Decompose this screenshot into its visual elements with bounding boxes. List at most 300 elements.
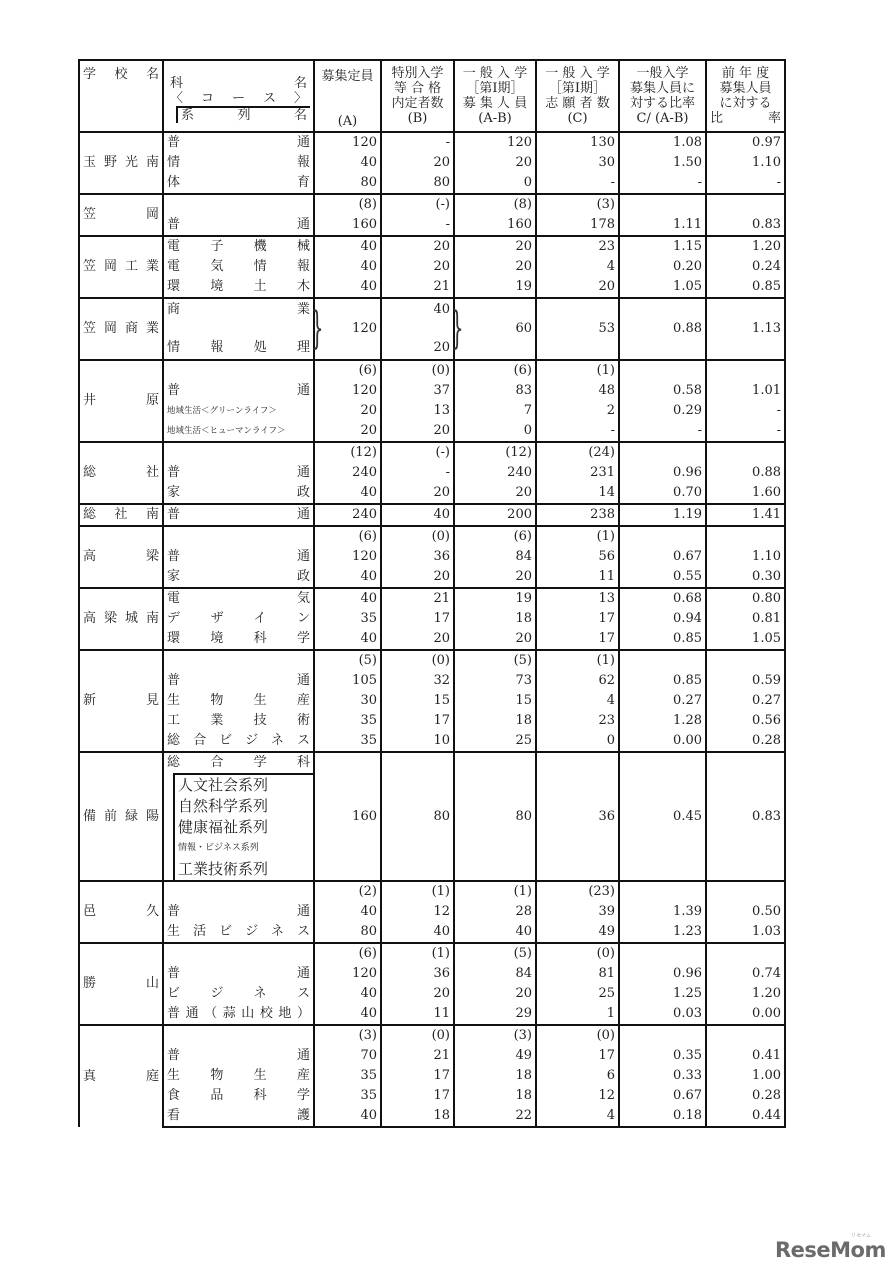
capacity-cell: 40 bbox=[314, 588, 381, 609]
capacity-cell: 160 bbox=[314, 215, 381, 236]
capacity-cell: (6) bbox=[314, 943, 381, 964]
prev-ratio-cell: 1.20 bbox=[706, 236, 785, 257]
prev-ratio-cell: 0.50 bbox=[706, 902, 785, 922]
table-row bbox=[79, 881, 785, 902]
ratio-cell: 0.67 bbox=[619, 1086, 706, 1106]
ratio-cell: 0.94 bbox=[619, 609, 706, 629]
ratio-cell bbox=[619, 1025, 706, 1046]
capacity-cell: 35 bbox=[314, 731, 381, 752]
special-cell: 40 bbox=[381, 922, 454, 943]
general-quota-cell: } 60 bbox=[454, 298, 536, 360]
general-quota-cell: (8) bbox=[454, 194, 536, 215]
table-row bbox=[79, 691, 785, 711]
table-row bbox=[79, 463, 785, 483]
applicants-cell: (1) bbox=[536, 526, 619, 547]
general-quota-cell: 20 bbox=[454, 567, 536, 588]
applicants-cell: 20 bbox=[536, 277, 619, 298]
special-cell: (-) bbox=[381, 442, 454, 463]
ratio-cell bbox=[619, 650, 706, 671]
header-school: 学 校 名 bbox=[79, 60, 163, 132]
course-cell: 生物生産 bbox=[163, 1066, 314, 1086]
course-cell: 体育 bbox=[163, 173, 314, 194]
prev-ratio-cell bbox=[706, 360, 785, 381]
general-quota-cell: 18 bbox=[454, 1086, 536, 1106]
watermark-subtext: リセマム bbox=[851, 1233, 871, 1239]
prev-ratio-cell: 1.10 bbox=[706, 153, 785, 173]
capacity-cell: 40 bbox=[314, 567, 381, 588]
general-quota-cell: 15 bbox=[454, 691, 536, 711]
course-cell: 家政 bbox=[163, 567, 314, 588]
capacity-cell: 20 bbox=[314, 421, 381, 442]
applicants-cell: 49 bbox=[536, 922, 619, 943]
prev-ratio-cell: 0.83 bbox=[706, 752, 785, 881]
special-cell: 20 bbox=[381, 483, 454, 504]
table-row bbox=[79, 964, 785, 984]
general-quota-cell: 18 bbox=[454, 1066, 536, 1086]
applicants-cell: 1 bbox=[536, 1004, 619, 1025]
ratio-cell: 0.85 bbox=[619, 629, 706, 650]
special-cell: (0) bbox=[381, 360, 454, 381]
ratio-cell: 1.50 bbox=[619, 153, 706, 173]
table-row bbox=[79, 984, 785, 1004]
ratio-cell: 0.18 bbox=[619, 1106, 706, 1127]
prev-ratio-cell: 0.83 bbox=[706, 215, 785, 236]
general-quota-cell: 19 bbox=[454, 588, 536, 609]
course-cell: 普通 bbox=[163, 671, 314, 691]
capacity-cell: 40 bbox=[314, 629, 381, 650]
header-keiretsu-box: 系 列 名 bbox=[176, 106, 310, 123]
course-cell: 普通 bbox=[163, 964, 314, 984]
ratio-cell: 0.00 bbox=[619, 731, 706, 752]
applicants-cell: 4 bbox=[536, 1106, 619, 1127]
table-row bbox=[79, 483, 785, 504]
capacity-cell: 40 bbox=[314, 153, 381, 173]
applicants-cell: 11 bbox=[536, 567, 619, 588]
ratio-cell: 0.35 bbox=[619, 1046, 706, 1066]
prev-ratio-cell: - bbox=[706, 421, 785, 442]
special-cell: 40 bbox=[381, 504, 454, 526]
header-capacity: 募集定員 (A) bbox=[314, 60, 381, 132]
course-cell: 環境土木 bbox=[163, 277, 314, 298]
special-cell: 21 bbox=[381, 277, 454, 298]
table-header bbox=[79, 60, 785, 132]
table-row bbox=[79, 752, 785, 881]
prev-ratio-cell bbox=[706, 194, 785, 215]
applicants-cell: 53 bbox=[536, 298, 619, 360]
ratio-cell: 0.96 bbox=[619, 964, 706, 984]
table-row bbox=[79, 711, 785, 731]
course-cell bbox=[163, 526, 314, 547]
course-cell: 電気 bbox=[163, 588, 314, 609]
capacity-cell: 80 bbox=[314, 173, 381, 194]
table-row bbox=[79, 943, 785, 964]
applicants-cell: (0) bbox=[536, 1025, 619, 1046]
capacity-cell: 20 bbox=[314, 401, 381, 421]
capacity-cell: 240 bbox=[314, 463, 381, 483]
capacity-cell: 160 bbox=[314, 752, 381, 881]
ratio-cell bbox=[619, 194, 706, 215]
general-quota-cell: 22 bbox=[454, 1106, 536, 1127]
capacity-cell: 35 bbox=[314, 711, 381, 731]
capacity-cell: 35 bbox=[314, 1066, 381, 1086]
ratio-cell bbox=[619, 881, 706, 902]
special-cell: 40 20 bbox=[381, 298, 454, 360]
course-cell: 普通 bbox=[163, 504, 314, 526]
general-quota-cell: (5) bbox=[454, 650, 536, 671]
ratio-cell: 0.67 bbox=[619, 547, 706, 567]
prev-ratio-cell: 0.85 bbox=[706, 277, 785, 298]
ratio-cell: 1.05 bbox=[619, 277, 706, 298]
general-quota-cell: 29 bbox=[454, 1004, 536, 1025]
table-row bbox=[79, 360, 785, 381]
header-general-quota: 一 般 入 学 ［第Ⅰ期］ 募 集 人 員 (A-B) bbox=[454, 60, 536, 132]
special-cell: 17 bbox=[381, 1066, 454, 1086]
table-row bbox=[79, 215, 785, 236]
table-body bbox=[79, 132, 785, 1127]
special-cell: 32 bbox=[381, 671, 454, 691]
capacity-cell: (3) bbox=[314, 1025, 381, 1046]
table-row bbox=[79, 277, 785, 298]
capacity-cell: 120 bbox=[314, 964, 381, 984]
applicants-cell: 17 bbox=[536, 609, 619, 629]
prev-ratio-cell bbox=[706, 650, 785, 671]
school-name: 備前緑陽 bbox=[79, 752, 163, 881]
applicants-cell: 17 bbox=[536, 629, 619, 650]
ratio-cell: 0.85 bbox=[619, 671, 706, 691]
course-cell: 総合学科 人文社会系列 自然科学系列 健康福祉系列 情報・ビジネス系列 工業技術系列 bbox=[163, 752, 314, 881]
course-cell bbox=[163, 442, 314, 463]
ratio-cell bbox=[619, 526, 706, 547]
course-cell: 地域生活＜グリーンライフ＞ bbox=[163, 401, 314, 421]
prev-ratio-cell: - bbox=[706, 173, 785, 194]
general-quota-cell: 19 bbox=[454, 277, 536, 298]
table-row bbox=[79, 671, 785, 691]
special-cell: 20 bbox=[381, 629, 454, 650]
course-cell: 普通 bbox=[163, 215, 314, 236]
course-cell: 看護 bbox=[163, 1106, 314, 1127]
general-quota-cell: (6) bbox=[454, 526, 536, 547]
applicants-cell: 39 bbox=[536, 902, 619, 922]
special-cell: (-) bbox=[381, 194, 454, 215]
table-row bbox=[79, 153, 785, 173]
prev-ratio-cell: 0.56 bbox=[706, 711, 785, 731]
general-quota-cell: 28 bbox=[454, 902, 536, 922]
general-quota-cell: 25 bbox=[454, 731, 536, 752]
general-quota-cell: 20 bbox=[454, 984, 536, 1004]
school-name: 新見 bbox=[79, 650, 163, 752]
school-name: 井原 bbox=[79, 360, 163, 442]
capacity-cell: 40 bbox=[314, 1106, 381, 1127]
applicants-cell: (3) bbox=[536, 194, 619, 215]
prev-ratio-cell: 1.01 bbox=[706, 381, 785, 401]
course-cell bbox=[163, 1025, 314, 1046]
ratio-cell: 1.19 bbox=[619, 504, 706, 526]
prev-ratio-cell: 0.27 bbox=[706, 691, 785, 711]
prev-ratio-cell: 0.28 bbox=[706, 1086, 785, 1106]
special-cell: 11 bbox=[381, 1004, 454, 1025]
prev-ratio-cell: 1.13 bbox=[706, 298, 785, 360]
applicants-cell: 13 bbox=[536, 588, 619, 609]
applicants-cell: 62 bbox=[536, 671, 619, 691]
capacity-cell: 40 bbox=[314, 984, 381, 1004]
prev-ratio-cell: 0.74 bbox=[706, 964, 785, 984]
table-row bbox=[79, 381, 785, 401]
school-name: 総社南 bbox=[79, 504, 163, 526]
prev-ratio-cell: 0.00 bbox=[706, 1004, 785, 1025]
prev-ratio-cell: 0.97 bbox=[706, 132, 785, 153]
general-quota-cell: 83 bbox=[454, 381, 536, 401]
special-cell: 36 bbox=[381, 964, 454, 984]
special-cell: 21 bbox=[381, 1046, 454, 1066]
special-cell: 17 bbox=[381, 609, 454, 629]
ratio-cell bbox=[619, 360, 706, 381]
table-row bbox=[79, 257, 785, 277]
table-row bbox=[79, 1004, 785, 1025]
capacity-cell: 40 bbox=[314, 902, 381, 922]
applicants-cell: (1) bbox=[536, 360, 619, 381]
special-cell: 20 bbox=[381, 236, 454, 257]
header-special: 特別入学 等 合 格 内定者数 (B) bbox=[381, 60, 454, 132]
capacity-cell: (6) bbox=[314, 360, 381, 381]
course-cell: 普通 bbox=[163, 1046, 314, 1066]
ratio-cell: 1.11 bbox=[619, 215, 706, 236]
special-cell: 20 bbox=[381, 421, 454, 442]
prev-ratio-cell bbox=[706, 943, 785, 964]
prev-ratio-cell bbox=[706, 881, 785, 902]
school-name: 勝山 bbox=[79, 943, 163, 1025]
general-quota-cell: 200 bbox=[454, 504, 536, 526]
capacity-cell: (5) bbox=[314, 650, 381, 671]
general-quota-cell: 0 bbox=[454, 421, 536, 442]
special-cell: 15 bbox=[381, 691, 454, 711]
special-cell: 17 bbox=[381, 1086, 454, 1106]
ratio-cell: 1.28 bbox=[619, 711, 706, 731]
ratio-cell: 0.29 bbox=[619, 401, 706, 421]
applicants-cell: 36 bbox=[536, 752, 619, 881]
course-cell: 電子機械 bbox=[163, 236, 314, 257]
ratio-cell: 0.70 bbox=[619, 483, 706, 504]
applicants-cell: 17 bbox=[536, 1046, 619, 1066]
keiretsu-item: 健康福祉系列 bbox=[178, 818, 269, 836]
header-prev-ratio: 前 年 度 募集人員 に対する 比 率 bbox=[706, 60, 785, 132]
table-row bbox=[79, 609, 785, 629]
ratio-cell: 0.20 bbox=[619, 257, 706, 277]
capacity-cell: 35 bbox=[314, 609, 381, 629]
special-cell: 18 bbox=[381, 1106, 454, 1127]
applicants-cell: - bbox=[536, 173, 619, 194]
ratio-cell: - bbox=[619, 421, 706, 442]
course-cell: 情報 bbox=[163, 153, 314, 173]
capacity-cell: 40 bbox=[314, 236, 381, 257]
prev-ratio-cell: 1.41 bbox=[706, 504, 785, 526]
prev-ratio-cell: 0.30 bbox=[706, 567, 785, 588]
prev-ratio-cell: 0.88 bbox=[706, 463, 785, 483]
table-row bbox=[79, 173, 785, 194]
table-row bbox=[79, 401, 785, 421]
prev-ratio-cell: 1.20 bbox=[706, 984, 785, 1004]
table-row bbox=[79, 421, 785, 442]
special-cell: 80 bbox=[381, 752, 454, 881]
capacity-cell: 105 bbox=[314, 671, 381, 691]
special-cell: 12 bbox=[381, 902, 454, 922]
capacity-cell: 80 bbox=[314, 922, 381, 943]
capacity-cell: 120 bbox=[314, 132, 381, 153]
general-quota-cell: 18 bbox=[454, 711, 536, 731]
table-row bbox=[79, 902, 785, 922]
school-name: 邑久 bbox=[79, 881, 163, 943]
prev-ratio-cell: 0.59 bbox=[706, 671, 785, 691]
applicants-cell: (23) bbox=[536, 881, 619, 902]
special-cell: 13 bbox=[381, 401, 454, 421]
admission-table bbox=[78, 59, 786, 1128]
capacity-cell: 35 bbox=[314, 1086, 381, 1106]
general-quota-cell: 84 bbox=[454, 547, 536, 567]
course-cell: デザイン bbox=[163, 609, 314, 629]
general-quota-cell: (6) bbox=[454, 360, 536, 381]
table-row bbox=[79, 132, 785, 153]
right-brace-icon: } bbox=[311, 303, 324, 354]
applicants-cell: (24) bbox=[536, 442, 619, 463]
general-quota-cell: (1) bbox=[454, 881, 536, 902]
course-cell bbox=[163, 360, 314, 381]
course-cell bbox=[163, 194, 314, 215]
course-cell: 生物生産 bbox=[163, 691, 314, 711]
ratio-cell: 0.58 bbox=[619, 381, 706, 401]
applicants-cell: (1) bbox=[536, 650, 619, 671]
table-row bbox=[79, 1066, 785, 1086]
special-cell: 17 bbox=[381, 711, 454, 731]
applicants-cell: 231 bbox=[536, 463, 619, 483]
keiretsu-item: 自然科学系列 bbox=[178, 797, 269, 815]
ratio-cell: 0.45 bbox=[619, 752, 706, 881]
school-name: 笠岡工業 bbox=[79, 236, 163, 298]
capacity-cell: (6) bbox=[314, 526, 381, 547]
special-cell: 21 bbox=[381, 588, 454, 609]
course-cell: 家政 bbox=[163, 483, 314, 504]
school-name: 高梁城南 bbox=[79, 588, 163, 650]
course-cell: 環境科学 bbox=[163, 629, 314, 650]
table-row bbox=[79, 629, 785, 650]
school-name: 笠岡商業 bbox=[79, 298, 163, 360]
prev-ratio-cell: 1.03 bbox=[706, 922, 785, 943]
course-cell bbox=[163, 943, 314, 964]
keiretsu-item: 人文社会系列 bbox=[178, 776, 269, 794]
keiretsu-item: 工業技術系列 bbox=[178, 860, 269, 878]
table-row bbox=[79, 194, 785, 215]
capacity-cell: 40 bbox=[314, 257, 381, 277]
header-course: 科 名 〈 コ ー ス 〉 系 列 名 bbox=[163, 60, 314, 132]
prev-ratio-cell: 1.05 bbox=[706, 629, 785, 650]
ratio-cell bbox=[619, 943, 706, 964]
capacity-cell: 240 bbox=[314, 504, 381, 526]
general-quota-cell: 40 bbox=[454, 922, 536, 943]
course-cell: 普通（蒜山校地） bbox=[163, 1004, 314, 1025]
course-cell bbox=[163, 650, 314, 671]
applicants-cell: (0) bbox=[536, 943, 619, 964]
applicants-cell: 14 bbox=[536, 483, 619, 504]
course-cell: 電気情報 bbox=[163, 257, 314, 277]
course-cell: ビジネス bbox=[163, 984, 314, 1004]
course-cell: 生活ビジネス bbox=[163, 922, 314, 943]
table-row bbox=[79, 236, 785, 257]
general-quota-cell: 7 bbox=[454, 401, 536, 421]
general-quota-cell: 240 bbox=[454, 463, 536, 483]
table-row bbox=[79, 1025, 785, 1046]
right-brace-icon: } bbox=[451, 303, 464, 354]
table-row bbox=[79, 588, 785, 609]
table-row bbox=[79, 650, 785, 671]
ratio-cell: 0.27 bbox=[619, 691, 706, 711]
general-quota-cell: 0 bbox=[454, 173, 536, 194]
prev-ratio-cell bbox=[706, 442, 785, 463]
special-cell: - bbox=[381, 132, 454, 153]
applicants-cell: 238 bbox=[536, 504, 619, 526]
special-cell: 10 bbox=[381, 731, 454, 752]
table-row bbox=[79, 442, 785, 463]
course-cell: 総合ビジネス bbox=[163, 731, 314, 752]
applicants-cell: 23 bbox=[536, 236, 619, 257]
school-name: 総社 bbox=[79, 442, 163, 504]
special-cell: - bbox=[381, 463, 454, 483]
applicants-cell: 178 bbox=[536, 215, 619, 236]
course-cell bbox=[163, 881, 314, 902]
header-applicants: 一 般 入 学 ［第Ⅰ期］ 志 願 者 数 (C) bbox=[536, 60, 619, 132]
ratio-cell: 1.39 bbox=[619, 902, 706, 922]
course-cell: 工業技術 bbox=[163, 711, 314, 731]
table-row bbox=[79, 731, 785, 752]
special-cell: - bbox=[381, 215, 454, 236]
general-quota-cell: 20 bbox=[454, 236, 536, 257]
ratio-cell bbox=[619, 442, 706, 463]
ratio-cell: 0.88 bbox=[619, 298, 706, 360]
special-cell: 37 bbox=[381, 381, 454, 401]
general-quota-cell: (12) bbox=[454, 442, 536, 463]
course-cell: 普通 bbox=[163, 547, 314, 567]
applicants-cell: 6 bbox=[536, 1066, 619, 1086]
capacity-cell: 120 bbox=[314, 547, 381, 567]
special-cell: (0) bbox=[381, 1025, 454, 1046]
applicants-cell: 130 bbox=[536, 132, 619, 153]
school-name: 真庭 bbox=[79, 1025, 163, 1127]
resemom-logo: ReseMom bbox=[775, 1238, 886, 1262]
general-quota-cell: 84 bbox=[454, 964, 536, 984]
keiretsu-item: 情報・ビジネス系列 bbox=[178, 843, 259, 853]
general-quota-cell: 20 bbox=[454, 153, 536, 173]
special-cell: (0) bbox=[381, 526, 454, 547]
applicants-cell: 4 bbox=[536, 257, 619, 277]
general-quota-cell: 160 bbox=[454, 215, 536, 236]
applicants-cell: 25 bbox=[536, 984, 619, 1004]
capacity-cell: 120 bbox=[314, 381, 381, 401]
school-name: 高梁 bbox=[79, 526, 163, 588]
ratio-cell: 0.03 bbox=[619, 1004, 706, 1025]
applicants-cell: 81 bbox=[536, 964, 619, 984]
applicants-cell: 4 bbox=[536, 691, 619, 711]
table-row bbox=[79, 1046, 785, 1066]
prev-ratio-cell: 0.44 bbox=[706, 1106, 785, 1127]
special-cell: 20 bbox=[381, 984, 454, 1004]
table-row bbox=[79, 298, 785, 360]
table-row bbox=[79, 547, 785, 567]
general-quota-cell: 20 bbox=[454, 257, 536, 277]
header-ratio: 一般入学 募集人員に 対する比率 C/ (A-B) bbox=[619, 60, 706, 132]
applicants-cell: 12 bbox=[536, 1086, 619, 1106]
applicants-cell: 2 bbox=[536, 401, 619, 421]
general-quota-cell: 20 bbox=[454, 629, 536, 650]
course-cell: 食品科学 bbox=[163, 1086, 314, 1106]
prev-ratio-cell bbox=[706, 526, 785, 547]
special-cell: (1) bbox=[381, 881, 454, 902]
